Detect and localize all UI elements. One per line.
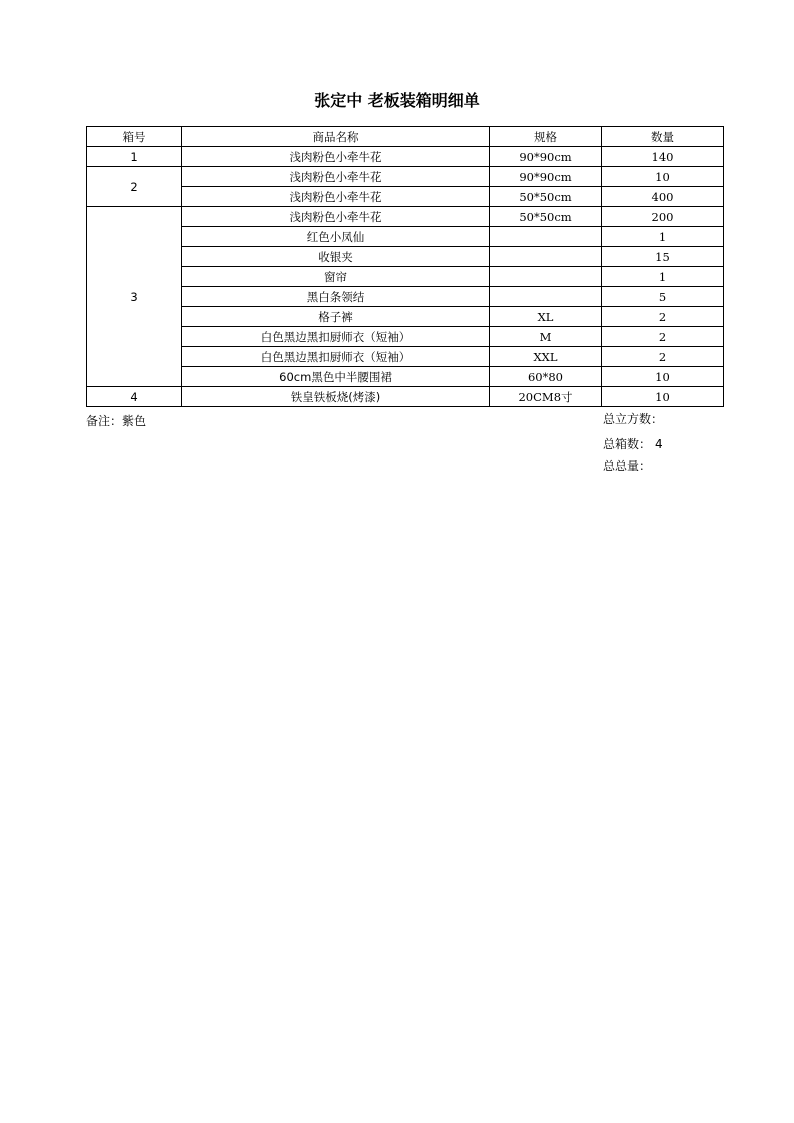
quantity-cell: 15 xyxy=(602,247,724,267)
total-volume-label: 总立方数： xyxy=(603,412,664,426)
product-name-cell: 浅肉粉色小牵牛花 xyxy=(182,207,490,227)
product-name-cell: 格子裤 xyxy=(182,307,490,327)
product-name-cell: 浅肉粉色小牵牛花 xyxy=(182,167,490,187)
spec-cell xyxy=(490,227,602,247)
table-row xyxy=(87,327,724,347)
quantity-cell: 10 xyxy=(602,367,724,387)
quantity-cell: 5 xyxy=(602,287,724,307)
product-name-cell: 红色小凤仙 xyxy=(182,227,490,247)
total-volume xyxy=(603,410,667,427)
quantity-cell: 1 xyxy=(602,227,724,247)
spec-cell: 50*50cm xyxy=(490,187,602,207)
table-row xyxy=(87,187,724,207)
quantity-cell: 2 xyxy=(602,327,724,347)
spec-cell: 60*80 xyxy=(490,367,602,387)
table-row xyxy=(87,367,724,387)
total-boxes-value: 4 xyxy=(655,437,663,451)
total-boxes xyxy=(603,435,663,452)
spec-cell xyxy=(490,287,602,307)
product-name-cell: 浅肉粉色小牵牛花 xyxy=(182,187,490,207)
quantity-cell: 10 xyxy=(602,387,724,407)
product-name-cell: 白色黑边黑扣厨师衣（短袖） xyxy=(182,347,490,367)
header-box-no: 箱号 xyxy=(87,127,182,147)
spec-cell xyxy=(490,267,602,287)
table-row xyxy=(87,227,724,247)
total-boxes-label: 总箱数： xyxy=(603,437,652,451)
packing-list-table xyxy=(86,126,724,407)
product-name-cell: 收银夹 xyxy=(182,247,490,267)
product-name-cell: 60cm黑色中半腰围裙 xyxy=(182,367,490,387)
header-quantity: 数量 xyxy=(602,127,724,147)
total-weight-label: 总总量： xyxy=(603,459,652,473)
quantity-cell: 2 xyxy=(602,347,724,367)
quantity-cell: 140 xyxy=(602,147,724,167)
quantity-cell: 1 xyxy=(602,267,724,287)
table-row xyxy=(87,387,724,407)
remark-value: 紫色 xyxy=(122,414,147,428)
quantity-cell: 400 xyxy=(602,187,724,207)
box-number-cell: 3 xyxy=(87,207,182,387)
spec-cell: 90*90cm xyxy=(490,147,602,167)
header-product-name: 商品名称 xyxy=(182,127,490,147)
spec-cell: XL xyxy=(490,307,602,327)
table-row xyxy=(87,287,724,307)
total-weight xyxy=(603,457,655,474)
remark-label: 备注： xyxy=(86,414,123,428)
spec-cell xyxy=(490,247,602,267)
quantity-cell: 2 xyxy=(602,307,724,327)
box-number-cell: 1 xyxy=(87,147,182,167)
spec-cell: 20CM8寸 xyxy=(490,387,602,407)
product-name-cell: 窗帘 xyxy=(182,267,490,287)
product-name-cell: 白色黑边黑扣厨师衣（短袖） xyxy=(182,327,490,347)
spec-cell: 50*50cm xyxy=(490,207,602,227)
spec-cell: XXL xyxy=(490,347,602,367)
table-row xyxy=(87,307,724,327)
quantity-cell: 10 xyxy=(602,167,724,187)
table-row xyxy=(87,267,724,287)
product-name-cell: 黑白条领结 xyxy=(182,287,490,307)
table-row xyxy=(87,167,724,187)
table-header-row xyxy=(87,127,724,147)
table-row xyxy=(87,247,724,267)
table-row xyxy=(87,207,724,227)
quantity-cell: 200 xyxy=(602,207,724,227)
spec-cell: 90*90cm xyxy=(490,167,602,187)
box-number-cell: 2 xyxy=(87,167,182,207)
remark xyxy=(86,412,146,429)
product-name-cell: 浅肉粉色小牵牛花 xyxy=(182,147,490,167)
product-name-cell: 铁皇铁板烧(烤漆) xyxy=(182,387,490,407)
spec-cell: M xyxy=(490,327,602,347)
document-title: 张定中 老板装箱明细单 xyxy=(314,91,480,110)
table-row xyxy=(87,147,724,167)
table-row xyxy=(87,347,724,367)
box-number-cell: 4 xyxy=(87,387,182,407)
header-spec: 规格 xyxy=(490,127,602,147)
